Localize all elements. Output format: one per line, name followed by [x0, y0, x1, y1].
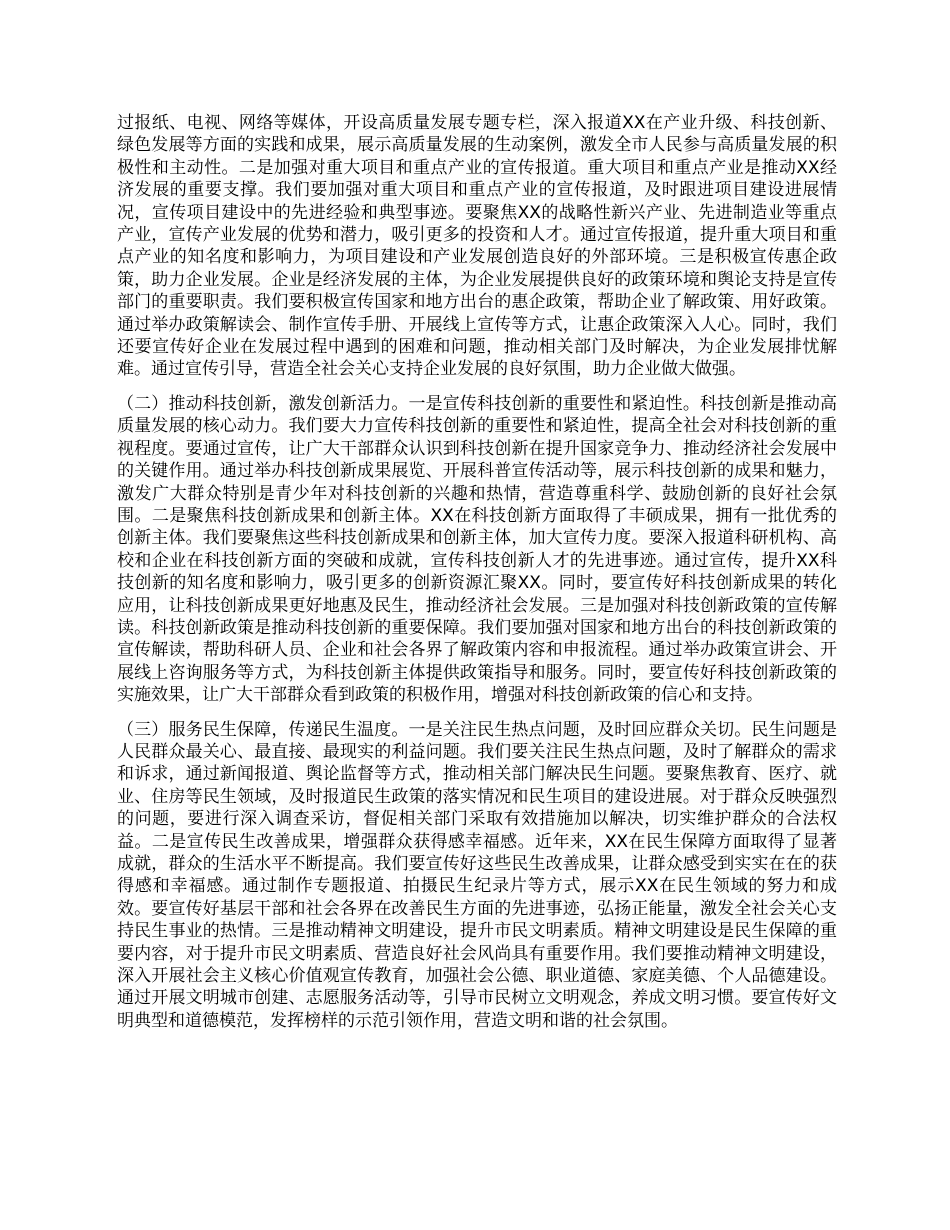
paragraph-industry-publicity: 过报纸、电视、网络等媒体，开设高质量发展专题专栏，深入报道XX在产业升级、科技创新、绿色发展等方面的实践和成果，展示高质量发展的生动案例，激发全市人民参与高质量发展的积极性和主动性。二是加强对重大项目和重点产业的宣传报道。重大项目和重点产业是推动XX经济发展的重要支撑。我们要加强对重大项目和重点产业的宣传报道，及时跟进项目建设进展情况，宣传项目建设中的先进经验和典型事迹。要聚焦XX的战略性新兴产业、先进制造业等重点产业，宣传产业发展的优势和潜力，吸引更多的投资和人才。通过宣传报道，提升重大项目和重点产业的知名度和影响力，为项目建设和产业发展创造良好的外部环境。三是积极宣传惠企政策，助力企业发展。企业是经济发展的主体，为企业发展提供良好的政策环境和舆论支持是宣传部门的重要职责。我们要积极宣传国家和地方出台的惠企政策，帮助企业了解政策、用好政策。通过举办政策解读会、制作宣传手册、开展线上宣传等方式，让惠企政策深入人心。同时，我们还要宣传好企业在发展过程中遇到的困难和问题，推动相关部门及时解决，为企业发展排忧解难。通过宣传引导，营造全社会关心支持企业发展的良好氛围，助力企业做大做强。 [117, 113, 837, 380]
document-body [117, 112, 837, 1044]
paragraph-livelihood-security: （三）服务民生保障，传递民生温度。一是关注民生热点问题，及时回应群众关切。民生问题是人民群众最关心、最直接、最现实的利益问题。我们要关注民生热点问题，及时了解群众的需求和诉求，通过新闻报道、舆论监督等方式，推动相关部门解决民生问题。要聚焦教育、医疗、就业、住房等民生领域，及时报道民生政策的落实情况和民生项目的建设进展。对于群众反映强烈的问题，要进行深入调查采访，督促相关部门采取有效措施加以解决，切实维护群众的合法权益。二是宣传民生改善成果，增强群众获得感幸福感。近年来，XX在民生保障方面取得了显著成就，群众的生活水平不断提高。我们要宣传好这些民生改善成果，让群众感受到实实在在的获得感和幸福感。通过制作专题报道、拍摄民生纪录片等方式，展示XX在民生领域的努力和成效。要宣传好基层干部和社会各界在改善民生方面的先进事迹，弘扬正能量，激发全社会关心支持民生事业的热情。三是推动精神文明建设，提升市民文明素质。精神文明建设是民生保障的重要内容，对于提升市民文明素质、营造良好社会风尚具有重要作用。我们要推动精神文明建设，深入开展社会主义核心价值观宣传教育，加强社会公德、职业道德、家庭美德、个人品德建设。通过开展文明城市创建、志愿服务活动等，引导市民树立文明观念，养成文明习惯。要宣传好文明典型和道德模范，发挥榜样的示范引领作用，营造文明和谐的社会氛围。 [117, 719, 837, 1031]
paragraph-tech-innovation: （二）推动科技创新，激发创新活力。一是宣传科技创新的重要性和紧迫性。科技创新是推动高质量发展的核心动力。我们要大力宣传科技创新的重要性和紧迫性，提高全社会对科技创新的重视程度。要通过宣传，让广大干部群众认识到科技创新在提升国家竞争力、推动经济社会发展中的关键作用。通过举办科技创新成果展览、开展科普宣传活动等，展示科技创新的成果和魅力，激发广大群众特别是青少年对科技创新的兴趣和热情，营造尊重科学、鼓励创新的良好社会氛围。二是聚焦科技创新成果和创新主体。XX在科技创新方面取得了丰硕成果，拥有一批优秀的创新主体。我们要聚焦这些科技创新成果和创新主体，加大宣传力度。要深入报道科研机构、高校和企业在科技创新方面的突破和成就，宣传科技创新人才的先进事迹。通过宣传，提升XX科技创新的知名度和影响力，吸引更多的创新资源汇聚XX。同时，要宣传好科技创新成果的转化应用，让科技创新成果更好地惠及民生，推动经济社会发展。三是加强对科技创新政策的宣传解读。科技创新政策是推动科技创新的重要保障。我们要加强对国家和地方出台的科技创新政策的宣传解读，帮助科研人员、企业和社会各界了解政策内容和申报流程。通过举办政策宣讲会、开展线上咨询服务等方式，为科技创新主体提供政策指导和服务。同时，要宣传好科技创新政策的实施效果，让广大干部群众看到政策的积极作用，增强对科技创新政策的信心和支持。 [117, 393, 837, 706]
